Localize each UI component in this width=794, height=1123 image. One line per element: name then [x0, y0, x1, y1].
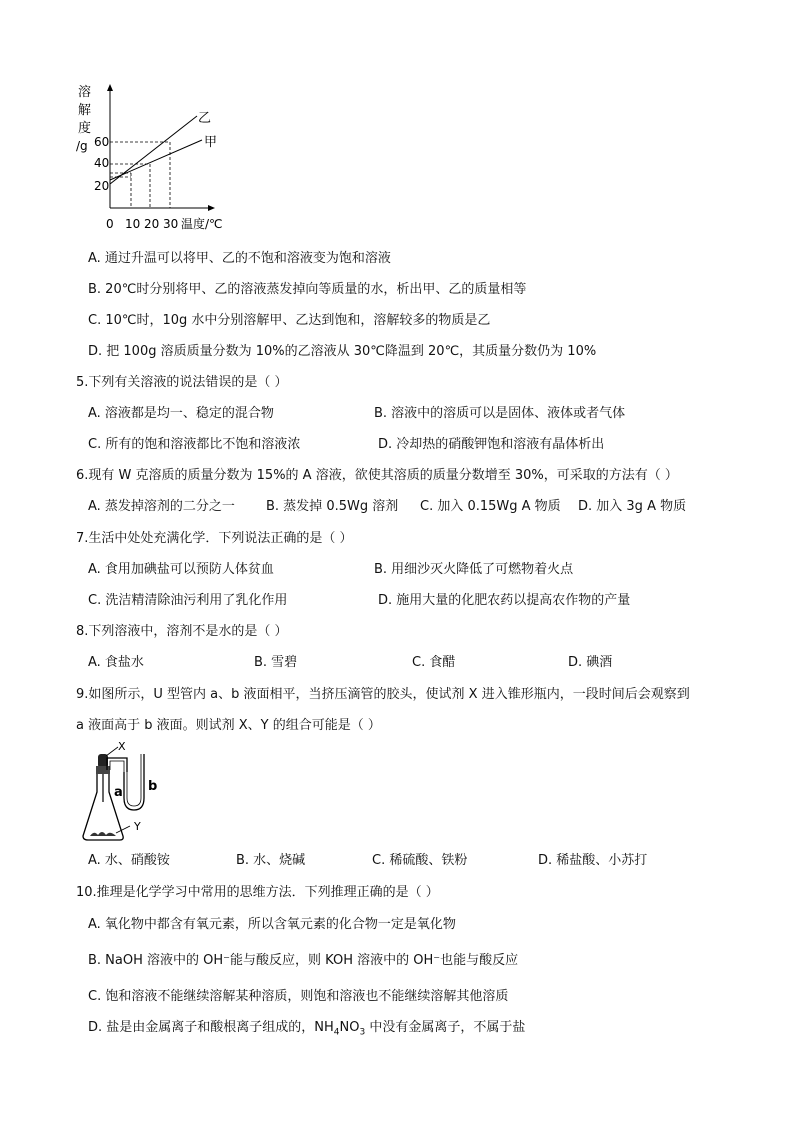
y-tick-40: 40 [94, 156, 110, 170]
q6-stem: 6.现有 W 克溶质的质量分数为 15%的 A 溶液，欲使其溶质的质量分数增至 30%，可采取的方法有（ ） [76, 468, 678, 483]
q9-option-d[interactable]: D. 稀盐酸、小苏打 [538, 853, 648, 868]
q4-option-d[interactable]: D. 把 100g 溶质质量分数为 10%的乙溶液从 30℃降温到 20℃，其质量分数仍为 10% [88, 344, 597, 359]
q4-option-c[interactable]: C. 10℃时，10g 水中分别溶解甲、乙达到饱和，溶解较多的物质是乙 [88, 313, 491, 328]
q5-option-b[interactable]: B. 溶液中的溶质可以是固体、液体或者气体 [374, 406, 626, 421]
q9-stem-line2: a 液面高于 b 液面。则试剂 X、Y 的组合可能是（ ） [76, 718, 381, 733]
u-tube-inner [127, 754, 141, 806]
y-axis-label-3: 度 [78, 121, 92, 136]
q8-stem: 8.下列溶液中，溶剂不是水的是（ ） [76, 624, 288, 639]
q4-option-a[interactable]: A. 通过升温可以将甲、乙的不饱和溶液变为饱和溶液 [88, 251, 391, 266]
stopper [96, 766, 110, 774]
x-tick-10: 10 [125, 217, 141, 231]
q4-option-b[interactable]: B. 20℃时分别将甲、乙的溶液蒸发掉向等质量的水，析出甲、乙的质量相等 [88, 282, 527, 297]
connecting-tube-inner [110, 761, 124, 772]
x-axis-arrow [208, 205, 215, 211]
label-b: b [148, 779, 158, 794]
q10-option-d-sub-4: 4 [333, 1027, 340, 1038]
q7-option-b[interactable]: B. 用细沙灭火降低了可燃物着火点 [374, 562, 574, 577]
q6-option-b[interactable]: B. 蒸发掉 0.5Wg 溶剂 [266, 499, 399, 514]
x-tick-30: 30 [163, 217, 179, 231]
q7-option-c[interactable]: C. 洗洁精清除油污利用了乳化作用 [88, 593, 288, 608]
x-tick-0: 0 [106, 217, 114, 231]
u-tube-apparatus [78, 740, 188, 845]
q5-option-c[interactable]: C. 所有的饱和溶液都比不饱和溶液浓 [88, 437, 301, 452]
q10-option-d-text-3: 中没有金属离子，不属于盐 [365, 1020, 526, 1035]
y-axis-label-4: /g [76, 139, 88, 153]
q10-option-d-text-2: NO [339, 1020, 360, 1035]
y-axis-label-2: 解 [78, 103, 92, 118]
q5-option-d[interactable]: D. 冷却热的硝酸钾饱和溶液有晶体析出 [378, 437, 605, 452]
q6-option-d[interactable]: D. 加入 3g A 物质 [578, 499, 687, 514]
q5-stem: 5.下列有关溶液的说法错误的是（ ） [76, 375, 288, 390]
q9-stem-line1: 9.如图所示，U 型管内 a、b 液面相平，当挤压滴管的胶头，使试剂 X 进入锥形瓶内，一段时间后会观察到 [76, 687, 690, 702]
q7-stem: 7.生活中处处充满化学．下列说法正确的是（ ） [76, 531, 353, 546]
x-axis-unit: 温度/℃ [181, 217, 223, 231]
y-tick-20: 20 [94, 179, 110, 193]
q10-option-b[interactable]: B. NaOH 溶液中的 OH⁻能与酸反应，则 KOH 溶液中的 OH⁻也能与酸反应 [88, 953, 519, 968]
solubility-graph [70, 80, 240, 240]
q9-option-a[interactable]: A. 水、硝酸铵 [88, 853, 170, 868]
q10-option-c[interactable]: C. 饱和溶液不能继续溶解某种溶质，则饱和溶液也不能继续溶解其他溶质 [88, 989, 509, 1004]
label-y-leader [116, 826, 130, 833]
y-axis-arrow [107, 84, 113, 91]
label-x-leader [106, 747, 118, 756]
q9-option-b[interactable]: B. 水、烧碱 [236, 853, 306, 868]
y-axis-label-1: 溶 [78, 85, 92, 100]
label-x: X [118, 740, 126, 753]
q10-option-d-text-1: D. 盐是由金属离子和酸根离子组成的，NH [88, 1020, 334, 1035]
label-a: a [114, 785, 123, 800]
curve-jia-label: 甲 [204, 135, 218, 150]
q6-option-a[interactable]: A. 蒸发掉溶剂的二分之一 [88, 499, 235, 514]
q10-option-a[interactable]: A. 氧化物中都含有氧元素，所以含氧元素的化合物一定是氧化物 [88, 917, 456, 932]
curve-yi-label: 乙 [198, 111, 212, 126]
q9-option-c[interactable]: C. 稀硫酸、铁粉 [372, 853, 468, 868]
q5-option-a[interactable]: A. 溶液都是均一、稳定的混合物 [88, 406, 274, 421]
x-tick-20: 20 [144, 217, 160, 231]
q7-option-d[interactable]: D. 施用大量的化肥农药以提高农作物的产量 [378, 593, 631, 608]
q6-option-c[interactable]: C. 加入 0.15Wg A 物质 [420, 499, 561, 514]
curve-jia [110, 140, 202, 180]
q7-option-a[interactable]: A. 食用加碘盐可以预防人体贫血 [88, 562, 274, 577]
y-tick-60: 60 [94, 135, 110, 149]
q10-stem: 10.推理是化学学习中常用的思维方法．下列推理正确的是（ ） [76, 885, 439, 900]
q8-option-c[interactable]: C. 食醋 [412, 655, 456, 670]
q8-option-d[interactable]: D. 碘酒 [568, 655, 613, 670]
solid-y [90, 832, 116, 836]
q10-option-d-sub-3: 3 [359, 1027, 366, 1038]
q8-option-b[interactable]: B. 雪碧 [254, 655, 298, 670]
label-y: Y [134, 820, 141, 833]
q10-option-d[interactable] [88, 1019, 525, 1042]
q8-option-a[interactable]: A. 食盐水 [88, 655, 144, 670]
